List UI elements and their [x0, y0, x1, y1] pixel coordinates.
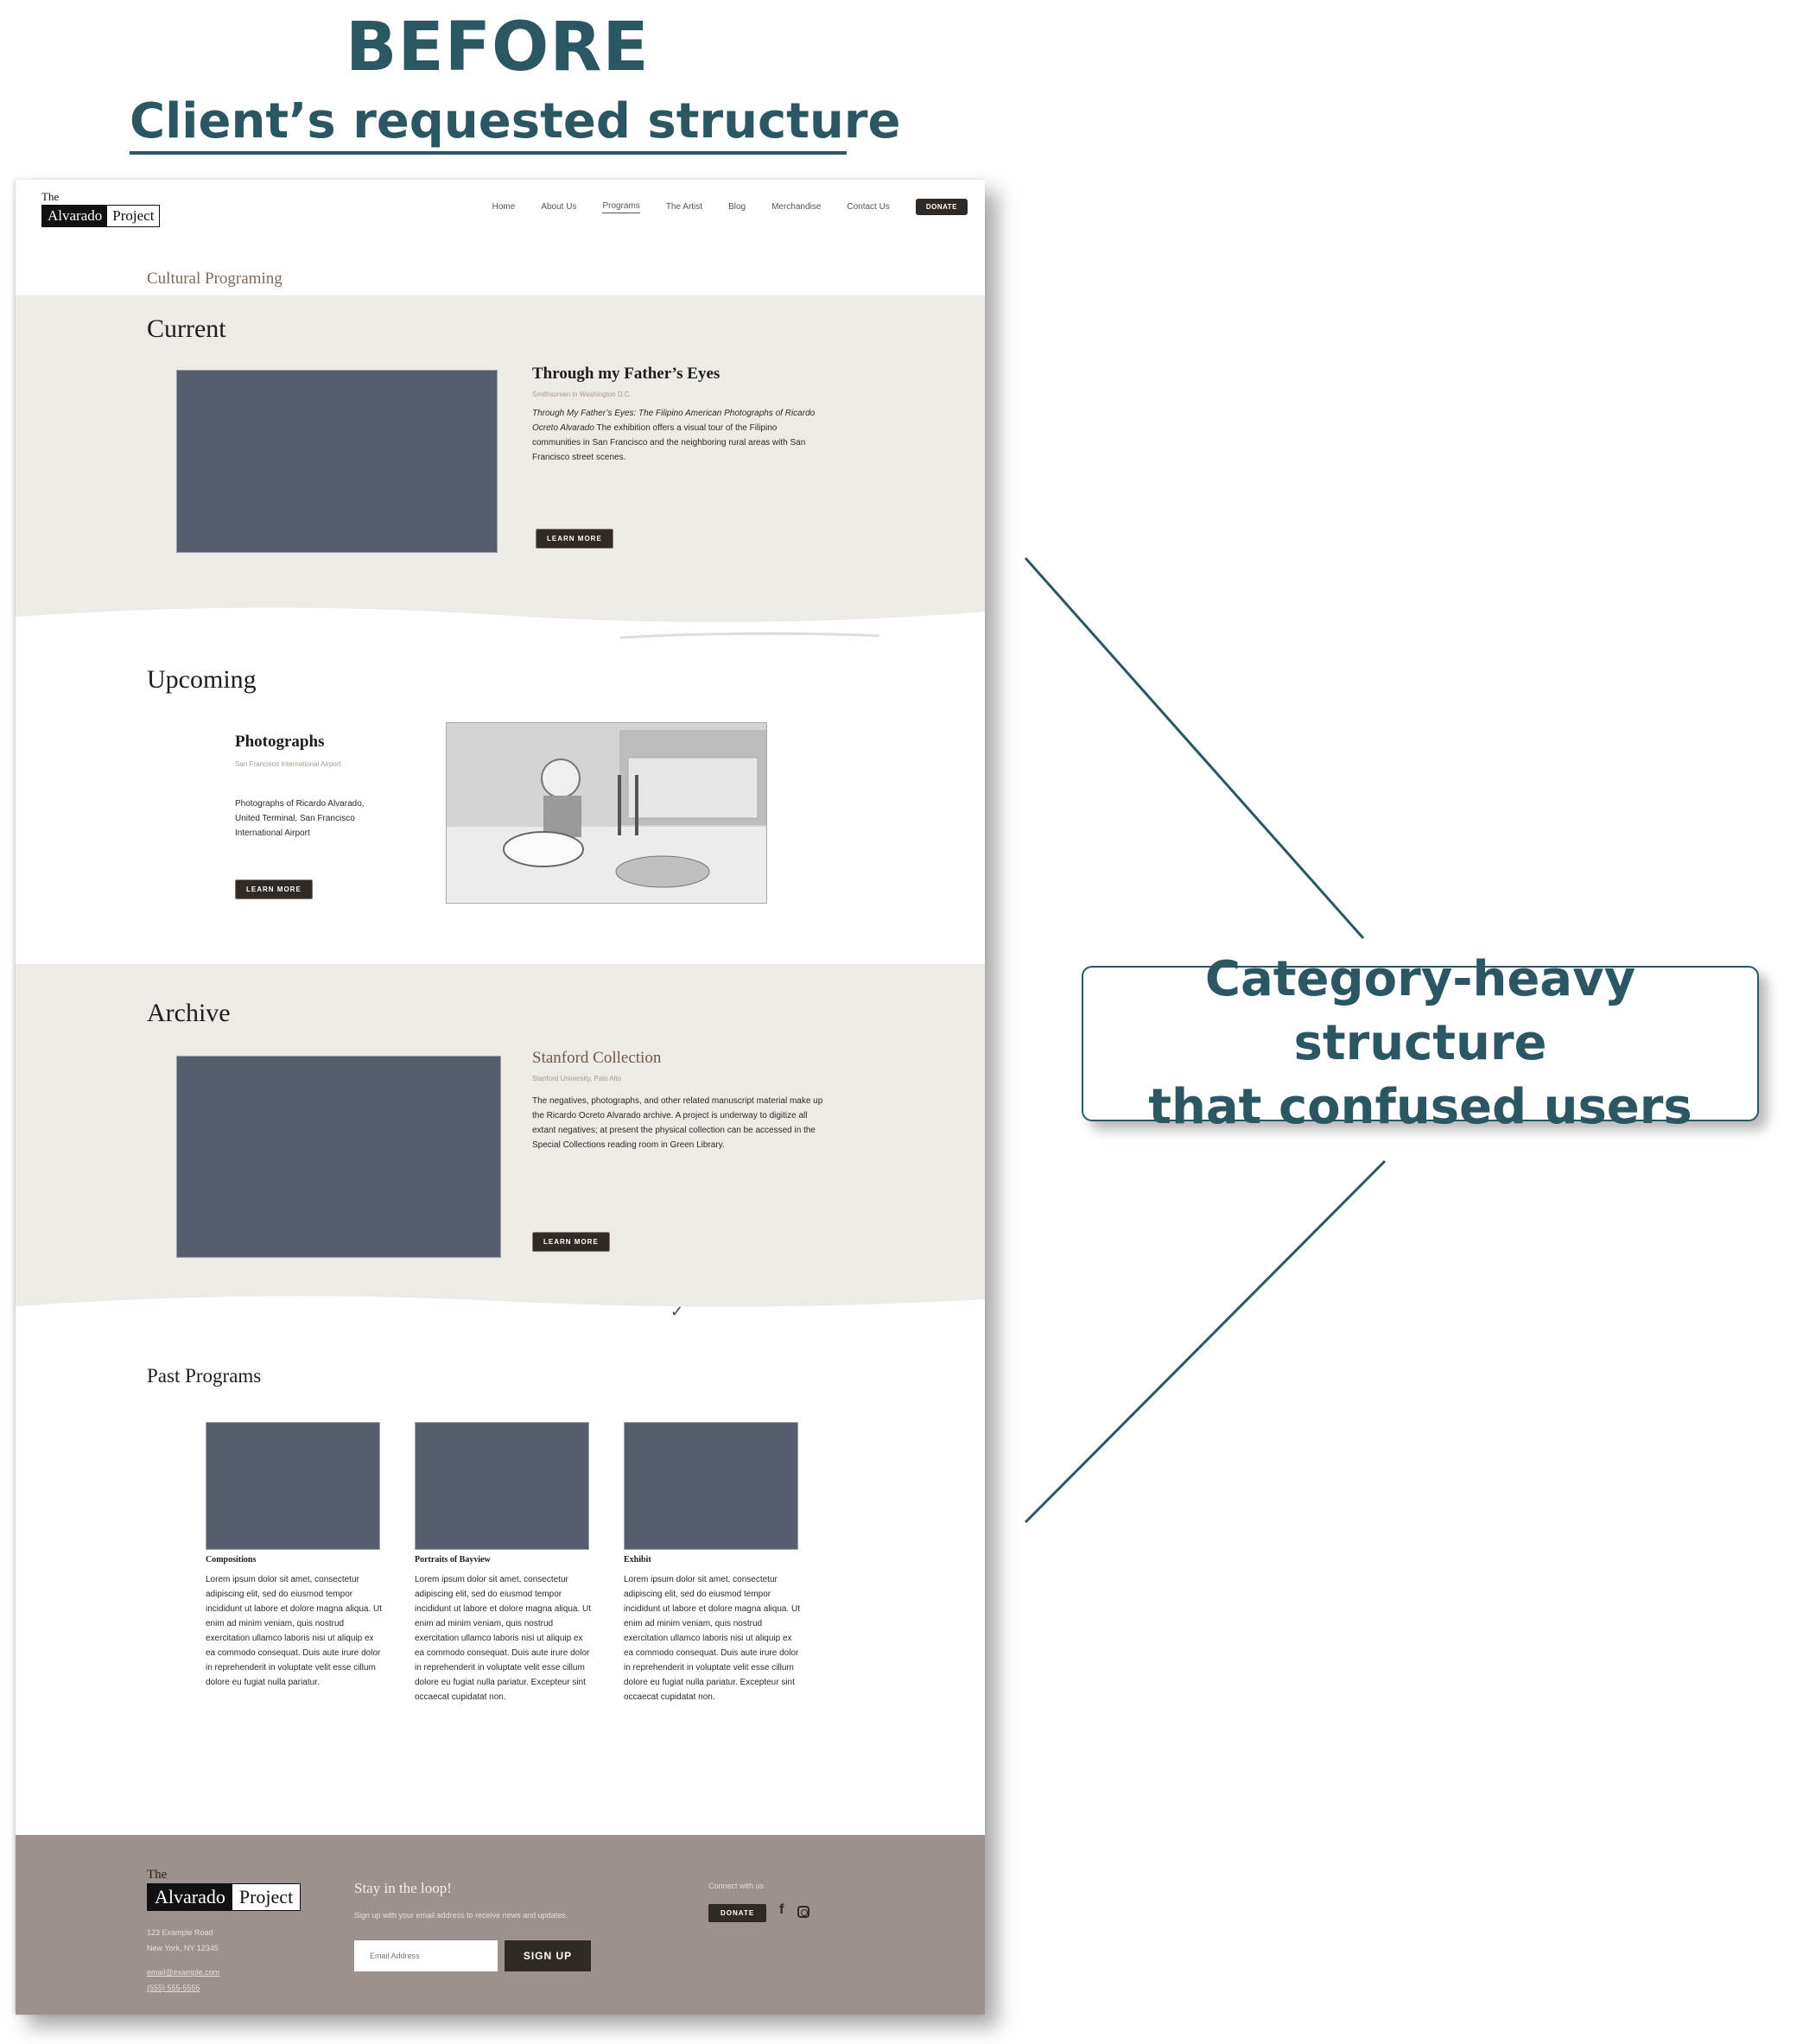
logo-alvarado: Alvarado: [42, 206, 107, 226]
annotation-line-lower: [1025, 1161, 1385, 1522]
past-card-body-1: Lorem ipsum dolor sit amet, consectetur adipiscing elit, sed do eiusmod tempor incididunt ut labore et dolore magna aliqua. Ut enim ad minim veniam, quis nostrud exercitation ullamco laboris nisi ut aliquip ex ea commodo consequat. Duis aute irure dolor in reprehenderit in voluptate velit esse cillum dolore eu fugiat nulla pariatur.: [206, 1575, 383, 1687]
wave-divider-bottom: [16, 1289, 985, 1324]
nav-home[interactable]: Home: [492, 202, 516, 212]
current-band: [16, 295, 985, 622]
archive-description: The negatives, photographs, and other related manuscript material make up the Ricardo Ocreto Alvarado archive. A project is underway to digitize all extant negatives; at present the physical collection can be accessed in the Special Collections reading room in Green Library.: [532, 1096, 823, 1150]
archive-heading: Archive: [147, 999, 231, 1027]
archive-image: [176, 1056, 501, 1258]
wave-divider: [16, 600, 985, 634]
footer-newsletter-title: Stay in the loop!: [354, 1880, 452, 1896]
footer-newsletter-description: Sign up with your email address to receive news and updates.: [354, 1911, 568, 1920]
nav-contact-us[interactable]: Contact Us: [847, 202, 890, 212]
upcoming-learn-more-button[interactable]: LEARN MORE: [235, 879, 313, 899]
annotation-line1: Category-heavy structure: [1204, 951, 1636, 1071]
upcoming-heading: Upcoming: [147, 665, 257, 694]
nav-the-artist[interactable]: The Artist: [665, 202, 703, 212]
past-card-title-3: Exhibit: [624, 1555, 651, 1565]
upcoming-photo-illustration: [447, 723, 767, 904]
footer-address-line1: 123 Example Road: [147, 1928, 213, 1937]
footer-email-link[interactable]: email@example.com: [147, 1968, 220, 1977]
past-card-title-2: Portraits of Bayview: [415, 1555, 491, 1565]
current-title: Through my Father’s Eyes: [532, 365, 721, 383]
upcoming-description: Photographs of Ricardo Alvarado, United Terminal, San Francisco International Airport: [235, 799, 365, 838]
footer-logo-the: The: [147, 1868, 168, 1882]
footer-logo-project: Project: [232, 1884, 300, 1910]
footer-logo-alvarado: Alvarado: [148, 1884, 232, 1910]
footer-signup-button[interactable]: SIGN UP: [505, 1940, 591, 1971]
current-image: [176, 370, 498, 553]
current-learn-more-button[interactable]: LEARN MORE: [536, 529, 613, 549]
past-card-title-1: Compositions: [206, 1555, 257, 1565]
footer-address: [147, 1925, 219, 1996]
current-description-italic: Through My Father’s Eyes: The Filipino American Photographs of Ricardo Ocreto Alvarado: [532, 409, 816, 433]
past-card-body-3: Lorem ipsum dolor sit amet, consectetur adipiscing elit, sed do eiusmod tempor incididunt ut labore et dolore magna aliqua. Ut enim ad minim veniam, quis nostrud exercitation ullamco laboris nisi ut aliquip ex ea commodo consequat. Duis aute irure dolor in reprehenderit in voluptate velit esse cillum dolore eu fugiat nulla pariatur. Excepteur sint occaecat cupidatat non.: [624, 1575, 801, 1702]
footer-phone-link[interactable]: (555) 555-5555: [147, 1984, 200, 1992]
annotation-line2: that confused users: [1148, 1079, 1692, 1135]
nav-blog[interactable]: Blog: [728, 202, 746, 212]
annotation-callout: [1082, 951, 1759, 1135]
slide-subtitle: Client’s requested structure: [130, 93, 847, 155]
past-card-image-1: [206, 1422, 380, 1550]
wave-divider-top: [16, 947, 985, 981]
decorative-curve: [620, 631, 879, 641]
nav-merchandise[interactable]: Merchandise: [771, 202, 822, 212]
logo-the: The: [41, 190, 60, 203]
footer-email-input[interactable]: [354, 1940, 498, 1971]
archive-title: Stanford Collection: [532, 1049, 662, 1067]
past-programs-heading: Past Programs: [147, 1365, 262, 1387]
nav-donate-button[interactable]: DONATE: [916, 199, 968, 215]
current-subtitle: Smithsonian in Washington D.C.: [532, 390, 632, 398]
main-nav: [492, 199, 968, 215]
annotation-line-upper: [1025, 558, 1363, 938]
footer-address-line2: New York, NY 12345: [147, 1944, 219, 1952]
slide-title: BEFORE: [346, 9, 650, 86]
upcoming-photo: [446, 722, 767, 904]
logo-project: Project: [107, 206, 159, 226]
archive-learn-more-button[interactable]: LEARN MORE: [532, 1232, 610, 1252]
archive-subtitle: Stanford University, Palo Alto: [532, 1075, 622, 1082]
footer-logo[interactable]: [147, 1868, 301, 1911]
site-footer: [16, 1835, 985, 2015]
website-mockup: [16, 180, 985, 2015]
facebook-icon[interactable]: f: [779, 1902, 784, 1917]
past-card-body-2: Lorem ipsum dolor sit amet, consectetur adipiscing elit, sed do eiusmod tempor incididunt ut labore et dolore magna aliqua. Ut enim ad minim veniam, quis nostrud exercitation ullamco laboris nisi ut aliquip ex ea commodo consequat. Duis aute irure dolor in reprehenderit in voluptate velit esse cillum dolore eu fugiat nulla pariatur. Excepteur sint occaecat cupidatat non.: [415, 1575, 592, 1702]
check-icon: ✓: [670, 1303, 684, 1320]
upcoming-subtitle: San Francisco International Airport: [235, 760, 341, 768]
nav-about-us[interactable]: About Us: [541, 202, 577, 212]
site-header: [16, 180, 985, 275]
page-eyebrow: Cultural Programing: [147, 270, 283, 288]
upcoming-title: Photographs: [235, 733, 325, 751]
footer-donate-button[interactable]: DONATE: [708, 1904, 766, 1922]
nav-programs[interactable]: Programs: [602, 201, 639, 213]
current-description-text: The exhibition offers a visual tour of the Filipino communities in San Francisco and the neighboring rural areas with San Francisco street scenes.: [532, 423, 806, 462]
footer-connect-label: Connect with us: [708, 1882, 765, 1890]
current-description: [532, 406, 817, 465]
past-card-image-2: [415, 1422, 589, 1550]
site-logo[interactable]: [41, 190, 160, 227]
instagram-icon[interactable]: [797, 1906, 809, 1918]
current-heading: Current: [147, 314, 226, 343]
past-card-image-3: [624, 1422, 798, 1550]
